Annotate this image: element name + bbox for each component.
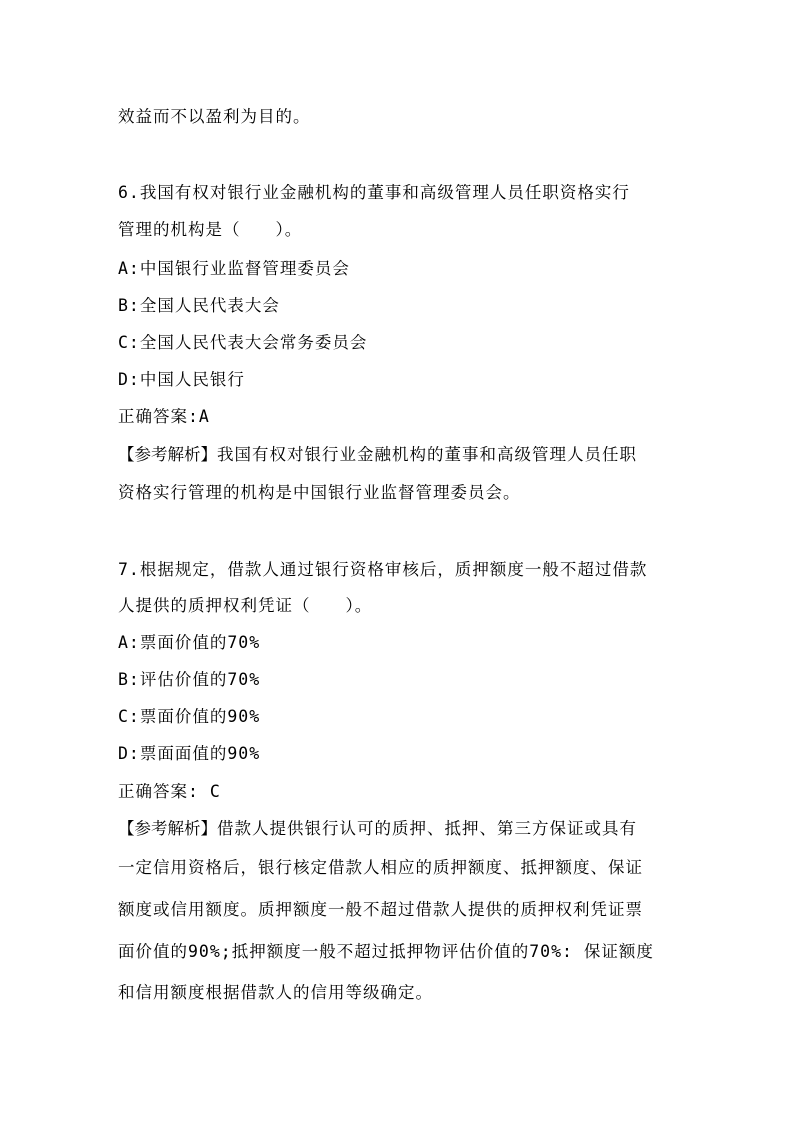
q6-analysis-line1 bbox=[118, 444, 637, 466]
q7-analysis-line4: 面价值的90%;抵押额度一般不超过抵押物评估价值的70%: 保证额度 bbox=[118, 942, 654, 961]
q7-option-b: B:评估价值的70% bbox=[118, 670, 261, 689]
q7-stem-line2: 人提供的质押权利凭证（ ）。 bbox=[118, 596, 373, 615]
q6-stem-line1: 6.我国有权对银行业金融机构的董事和高级管理人员任职资格实行 bbox=[118, 183, 630, 202]
q7-option-c: C:票面价值的90% bbox=[118, 707, 261, 726]
q6-option-a: A:中国银行业监督管理委员会 bbox=[118, 259, 350, 278]
q7-option-a: A:票面价值的70% bbox=[118, 633, 261, 652]
q7-analysis-line3: 额度或信用额度。质押额度一般不超过借款人提供的质押权利凭证票 bbox=[118, 900, 643, 919]
q6-analysis-line2: 资格实行管理的机构是中国银行业监督管理委员会。 bbox=[118, 483, 521, 502]
q6-stem-line2: 管理的机构是（ ）。 bbox=[118, 220, 303, 239]
q7-analysis-text: 借款人提供银行认可的质押、抵押、第三方保证或具有 bbox=[217, 819, 637, 838]
q7-analysis-line2: 一定信用资格后，银行核定借款人相应的质押额度、抵押额度、保证 bbox=[118, 858, 643, 877]
q7-analysis-tag: 【参考解析】 bbox=[118, 819, 217, 838]
q6-answer: 正确答案:A bbox=[118, 407, 210, 426]
q7-answer: 正确答案: C bbox=[118, 782, 221, 801]
intro-text: 效益而不以盈利为目的。 bbox=[118, 107, 311, 126]
q7-analysis-line1 bbox=[118, 818, 637, 840]
q7-stem-line1: 7.根据规定，借款人通过银行资格审核后，质押额度一般不超过借款 bbox=[118, 560, 648, 579]
q7-option-d: D:票面面值的90% bbox=[118, 744, 261, 763]
q6-option-c: C:全国人民代表大会常务委员会 bbox=[118, 333, 368, 352]
q6-option-b: B:全国人民代表大会 bbox=[118, 296, 280, 315]
q6-analysis-tag: 【参考解析】 bbox=[118, 445, 217, 464]
q6-option-d: D:中国人民银行 bbox=[118, 370, 245, 389]
q6-analysis-text: 我国有权对银行业金融机构的董事和高级管理人员任职 bbox=[217, 445, 637, 464]
q7-analysis-line5: 和信用额度根据借款人的信用等级确定。 bbox=[118, 983, 433, 1002]
